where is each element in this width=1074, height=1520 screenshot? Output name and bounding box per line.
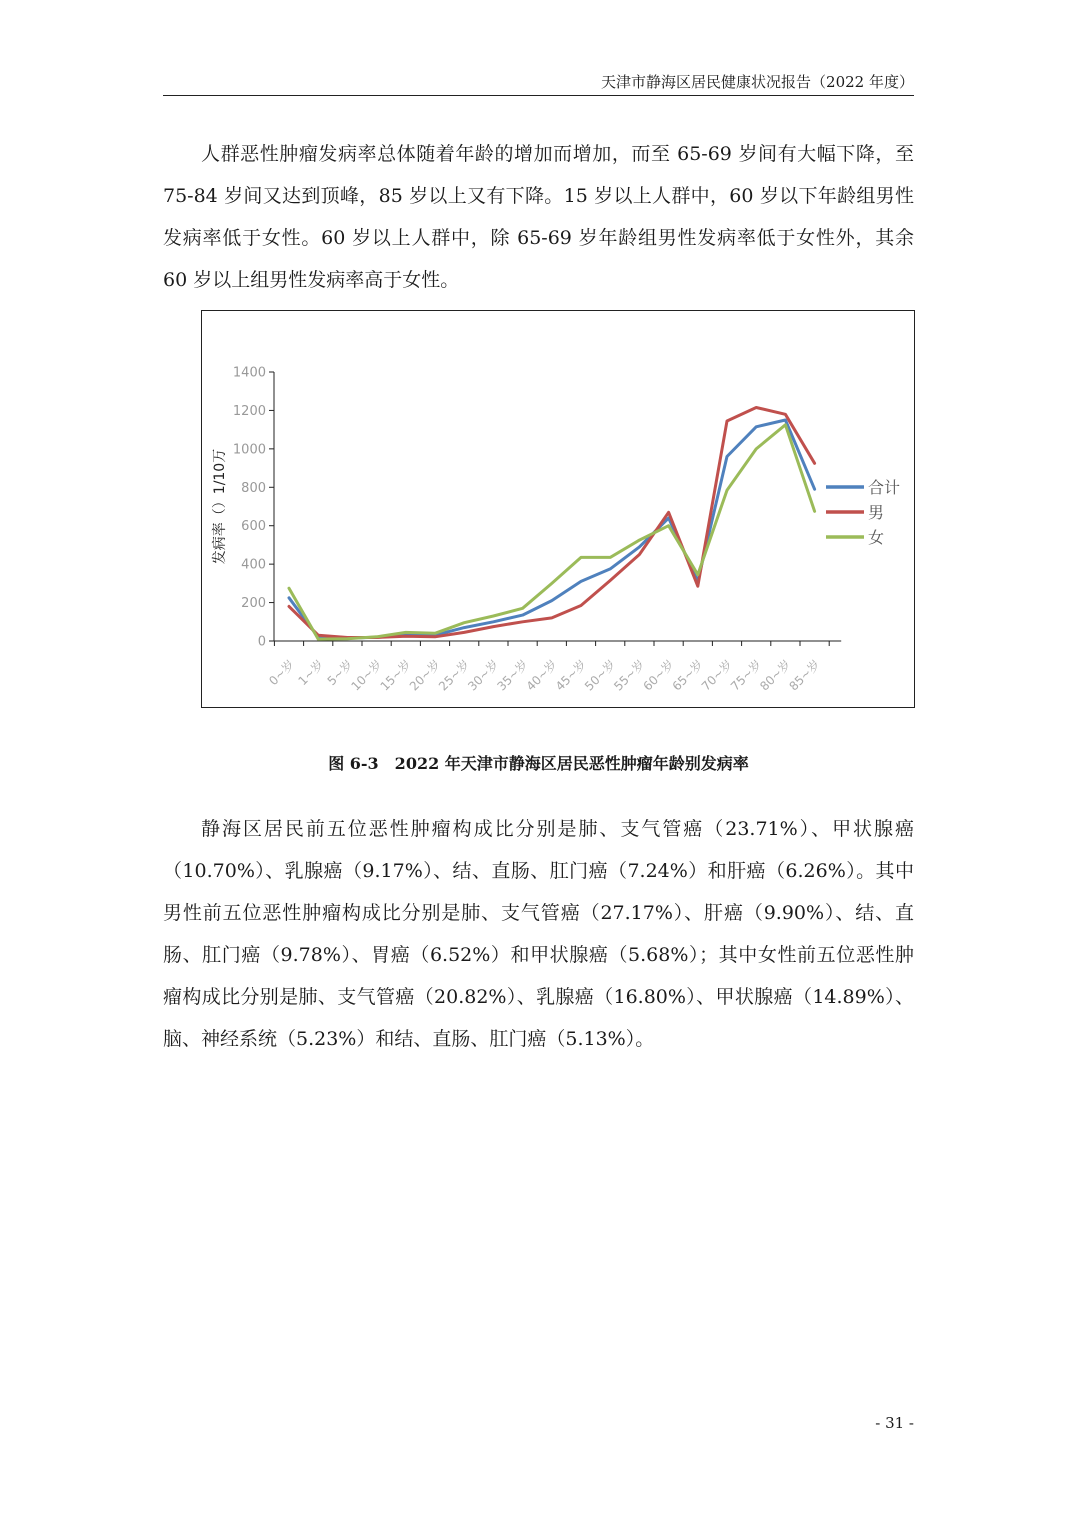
x-tick-label: 0~岁: [266, 657, 298, 689]
paragraph-incidence-trend: 人群恶性肿瘤发病率总体随着年龄的增加而增加，而至 65-69 岁间有大幅下降，至 75-84 岁间又达到顶峰，85 岁以上又有下降。15 岁以上人群中，60 岁以下年龄组男性发病率低于女性。60 岁以上人群中，除 65-69 岁年龄组男性发病率低于女性外，其余 60 岁以上组男性发病率高于女性。: [163, 143, 914, 291]
series-line-男: [289, 408, 815, 638]
y-tick-label: 0: [257, 634, 266, 650]
y-tick-label: 1200: [232, 403, 266, 419]
x-tick-label: 5~岁: [324, 657, 356, 689]
x-tick-label: 50~岁: [582, 657, 619, 694]
paragraph-cancer-composition: 静海区居民前五位恶性肿瘤构成比分别是肺、支气管癌（23.71%）、甲状腺癌（10.70%）、乳腺癌（9.17%）、结、直肠、肛门癌（7.24%）和肝癌（6.26%）。其中男性前五位恶性肿瘤构成比分别是肺、支气管癌（27.17%）、肝癌（9.90%）、结、直肠、肛门癌（9.78%）、胃癌（6.52%）和甲状腺癌（5.68%）；其中女性前五位恶性肿瘤构成比分别是肺、支气管癌（20.82%）、乳腺癌（16.80%）、甲状腺癌（14.89%）、脑、神经系统（5.23%）和结、直肠、肛门癌（5.13%）。: [163, 818, 914, 1050]
y-tick-label: 400: [241, 557, 266, 573]
y-tick-label: 1400: [232, 365, 266, 381]
series-line-合计: [289, 420, 815, 638]
y-tick-label: 1000: [232, 442, 266, 458]
x-tick-label: 60~岁: [640, 657, 677, 694]
x-tick-label: 20~岁: [406, 657, 444, 694]
legend-label: 合计: [868, 478, 901, 497]
x-tick-label: 80~岁: [757, 657, 794, 694]
y-axis-label: 发病率（）1/10万: [212, 448, 228, 565]
legend-label: 男: [868, 503, 885, 522]
x-tick-label: 30~岁: [465, 657, 502, 694]
x-tick-label: 85~岁: [786, 657, 823, 694]
x-tick-label: 15~岁: [377, 657, 414, 694]
age-incidence-chart: [201, 310, 915, 708]
chart-canvas: [202, 311, 916, 709]
x-tick-label: 70~岁: [698, 657, 736, 694]
figure-caption: 图 6-3 2022 年天津市静海区居民恶性肿瘤年龄别发病率: [328, 754, 749, 773]
x-tick-label: 1~岁: [295, 657, 327, 689]
x-tick-label: 65~岁: [669, 657, 706, 694]
header-rule: [163, 95, 914, 96]
page-number: - 31 -: [875, 1414, 914, 1432]
x-tick-label: 75~岁: [728, 657, 765, 694]
y-tick-label: 200: [241, 596, 266, 612]
legend-label: 女: [868, 528, 885, 547]
x-tick-label: 40~岁: [523, 657, 560, 694]
x-tick-label: 45~岁: [552, 657, 590, 694]
x-tick-label: 35~岁: [494, 657, 531, 694]
y-tick-label: 600: [241, 519, 266, 535]
x-tick-label: 25~岁: [436, 657, 473, 694]
series-line-女: [289, 425, 815, 639]
x-tick-label: 10~岁: [348, 657, 385, 694]
y-tick-label: 800: [241, 480, 266, 496]
running-header: 天津市静海区居民健康状况报告（2022 年度）: [601, 73, 914, 91]
x-tick-label: 55~岁: [611, 657, 648, 694]
